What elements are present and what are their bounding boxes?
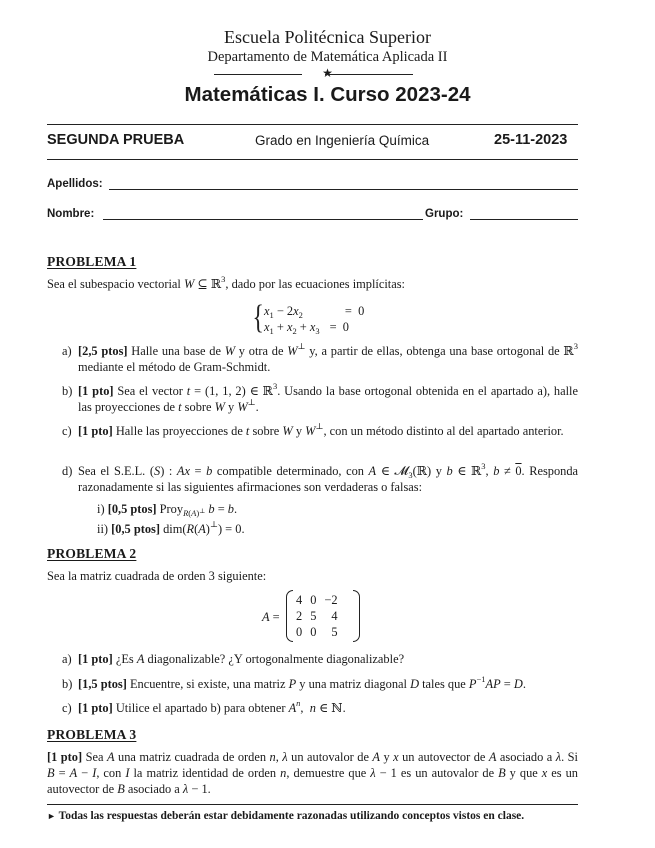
footer-note: ► Todas las respuestas deberán estar debidamente razonadas utilizando conceptos vistos en clase. bbox=[47, 810, 525, 822]
arrow-icon: ► bbox=[47, 811, 56, 821]
matrix-cell: 4 bbox=[331, 609, 338, 623]
matrix-row bbox=[292, 624, 342, 640]
star-icon: ★ bbox=[322, 66, 333, 80]
problem2-title: PROBLEMA 2 bbox=[47, 546, 137, 561]
problem1-part-d: d) Sea el S.E.L. (S) : Ax = b compatible determinado, con A ∈ 𝓜$_3$(ℝ) y b ∈ ℝ$^3$, b ≠ 0. Responda razonadamente si las siguientes afirmaciones son verdaderas o falsas: bbox=[62, 461, 579, 494]
problem2-part-c: c) [1 pto] Utilice el apartado b) para obtener $A^n$, n ∈ ℕ. bbox=[62, 698, 346, 715]
matrix-cell: −2 bbox=[324, 593, 338, 607]
surname-field[interactable] bbox=[109, 189, 578, 190]
degree-name: Grado en Ingeniería Química bbox=[255, 133, 430, 148]
problem1-part-d-i: i) [0,5 ptos] Proy$_{R(A)^\perp}$ b = b. bbox=[97, 502, 238, 518]
problem1-part-c: c) [1 pto] Halle las proyecciones de t sobre W y W⊥, con un método distinto al del apartado anterior. bbox=[62, 421, 564, 438]
system-brace: { bbox=[252, 299, 264, 336]
matrix-cell: 2 bbox=[296, 609, 303, 623]
school-name: Escuela Politécnica Superior bbox=[224, 27, 431, 47]
problem1-part-a: a) [2,5 ptos] Halle una base de W y otra de W⊥ y, a partir de ellas, obtenga una base ortogonal de ℝ$^3$ mediante el método de Gram-Schmidt. bbox=[62, 341, 578, 374]
department-name: Departamento de Matemática Aplicada II bbox=[207, 49, 448, 65]
group-field[interactable] bbox=[470, 219, 578, 220]
problem2-intro: Sea la matriz cuadrada de orden 3 siguiente: bbox=[47, 569, 267, 583]
test-name: SEGUNDA PRUEBA bbox=[47, 132, 185, 148]
problem1-title: PROBLEMA 1 bbox=[47, 254, 137, 269]
matrix-a bbox=[286, 590, 360, 642]
problem1-intro: Sea el subespacio vectorial W ⊆ ℝ$^3$, dado por las ecuaciones implícitas: bbox=[47, 274, 406, 291]
ornament-rule-right bbox=[325, 74, 413, 75]
matrix-cell: 5 bbox=[310, 609, 317, 623]
problem2-part-a: a) [1 pto] ¿Es A diagonalizable? ¿Y ortogonalmente diagonalizable? bbox=[62, 652, 405, 666]
matrix-cell: 0 bbox=[310, 625, 317, 639]
exam-date: 25-11-2023 bbox=[494, 132, 568, 148]
matrix-cell: 5 bbox=[331, 625, 338, 639]
matrix-row bbox=[292, 592, 342, 608]
equation-system: $x_1 - 2x_2 = 0$ $x_1 + x_2 + x_3 = 0$ bbox=[264, 304, 365, 336]
name-label: Nombre: bbox=[47, 208, 95, 220]
matrix-name: A = bbox=[262, 610, 280, 624]
footer-rule bbox=[47, 804, 578, 805]
top-rule bbox=[47, 124, 578, 125]
bottom-rule bbox=[47, 159, 578, 160]
name-field[interactable] bbox=[103, 219, 423, 220]
matrix-cell: 0 bbox=[296, 625, 303, 639]
matrix-row bbox=[292, 608, 342, 624]
course-title: Matemáticas I. Curso 2023-24 bbox=[184, 83, 471, 106]
matrix-cell: 4 bbox=[296, 593, 303, 607]
surname-label: Apellidos: bbox=[47, 178, 103, 190]
matrix-cell: 0 bbox=[310, 593, 317, 607]
group-label: Grupo: bbox=[425, 208, 464, 220]
problem2-part-b: b) [1,5 ptos] Encuentre, si existe, una matriz P y una matriz diagonal D tales que $P^{-1}AP = D$. bbox=[62, 674, 526, 691]
problem3-title: PROBLEMA 3 bbox=[47, 727, 137, 742]
problem3-text: [1 pto] Sea A una matriz cuadrada de orden n, λ un autovalor de A y x un autovector de A asociado a λ. Si B = A − I, con I la matriz identidad de orden n, demuestre que λ − 1 es un autovalor de B y que x es un autovector de B asociado a λ − 1. bbox=[47, 750, 579, 796]
problem1-part-d-ii: ii) [0,5 ptos] dim(R(A)⊥) = 0. bbox=[97, 519, 245, 536]
problem1-part-b: b) [1 pto] Sea el vector t = (1, 1, 2) ∈ ℝ$^3$. Usando la base ortogonal obtenida en el apartado a), halle las proyecciones de t sobre W y W⊥. bbox=[62, 381, 579, 414]
